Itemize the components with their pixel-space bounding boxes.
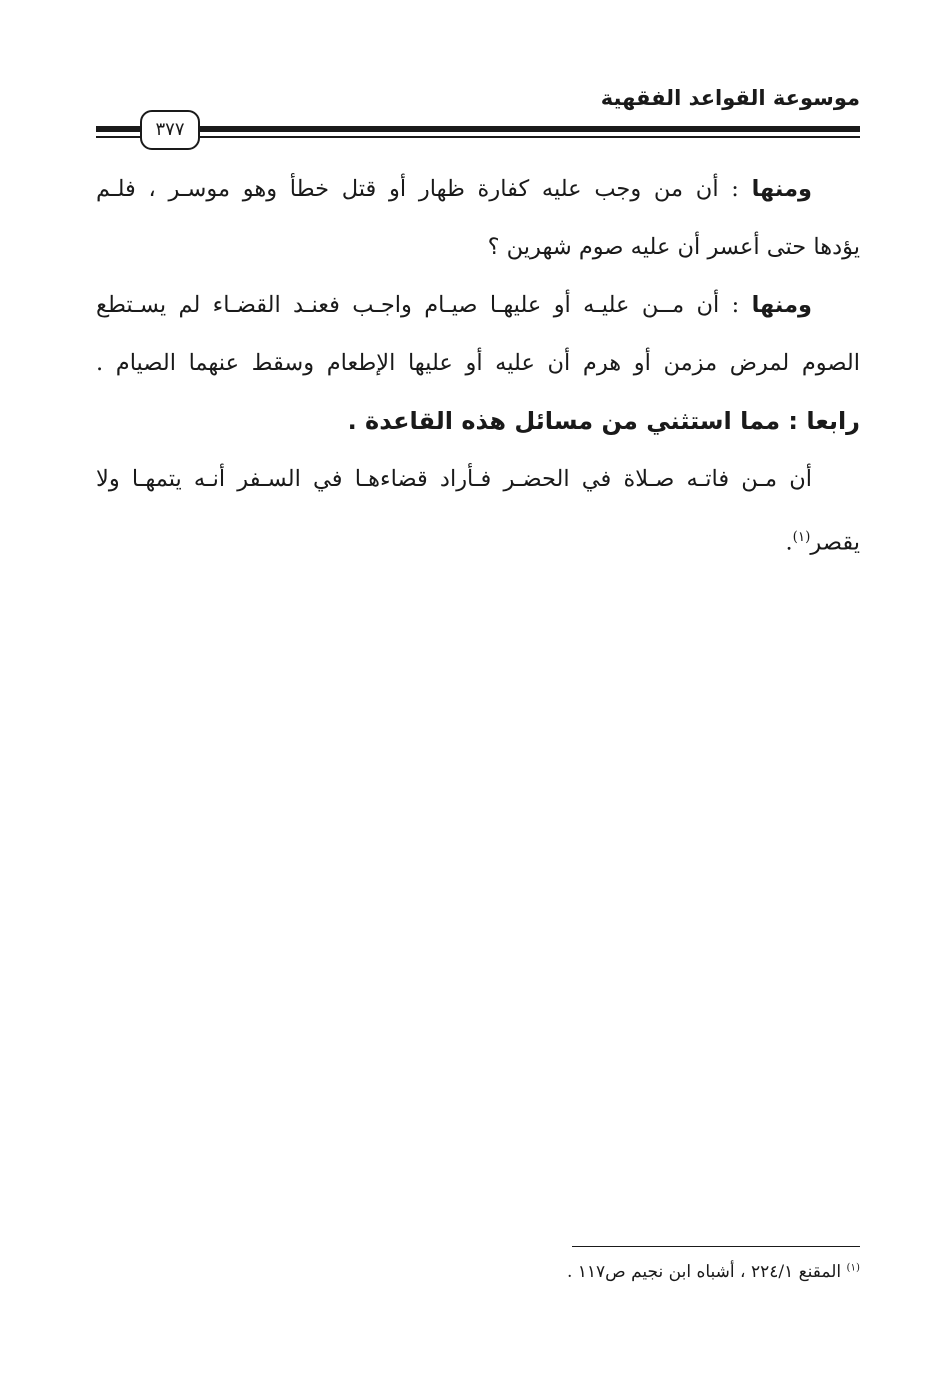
footnote-text: المقنع ٢٢٤/١ ، أشباه ابن نجيم ص١١٧ .	[566, 1262, 847, 1282]
body-text	[96, 160, 860, 566]
sentence-end: .	[785, 529, 793, 556]
paragraph-1-line-1	[96, 160, 860, 218]
paragraph-2-line-2: الصوم لمرض مزمن أو هرم أن عليه أو عليها الإطعام وسقط عنهما الصيام .	[96, 350, 860, 376]
paragraph-1-line-2: يؤدها حتى أعسر أن عليه صوم شهرين ؟	[487, 234, 860, 260]
paragraph-text: يقصر	[810, 529, 860, 556]
section-heading: رابعا : مما استثني من مسائل هذه القاعدة .	[347, 407, 860, 435]
paragraph-2-line-1	[96, 276, 860, 334]
page-number: ٣٧٧	[140, 110, 200, 150]
paragraph-text: : أن مــن عليـه أو عليهـا صيـام واجـب فعنـد القضـاء لم يسـتطع	[96, 292, 752, 318]
paragraph-3-line-1: أن مـن فاتـه صـلاة في الحضـر فـأراد قضاءهـا في السـفر أنـه يتمهـا ولا	[96, 466, 812, 492]
paragraph-lead: ومنها	[751, 176, 812, 202]
paragraph-lead: ومنها	[751, 292, 812, 318]
paragraph-3-line-2	[96, 508, 860, 566]
paragraph-text: : أن من وجب عليه كفارة ظهار أو قتل خطأ وهو موسـر ، فلـم	[96, 176, 752, 202]
footnote-marker: (١)	[846, 1262, 860, 1274]
footnote-separator	[572, 1246, 860, 1247]
running-title: موسوعة القواعد الفقهية	[600, 86, 860, 110]
footnote	[567, 1262, 860, 1282]
footnote-reference: (١)	[792, 529, 811, 545]
header-rule-thick	[96, 126, 860, 132]
header-rule-thin	[96, 136, 860, 138]
